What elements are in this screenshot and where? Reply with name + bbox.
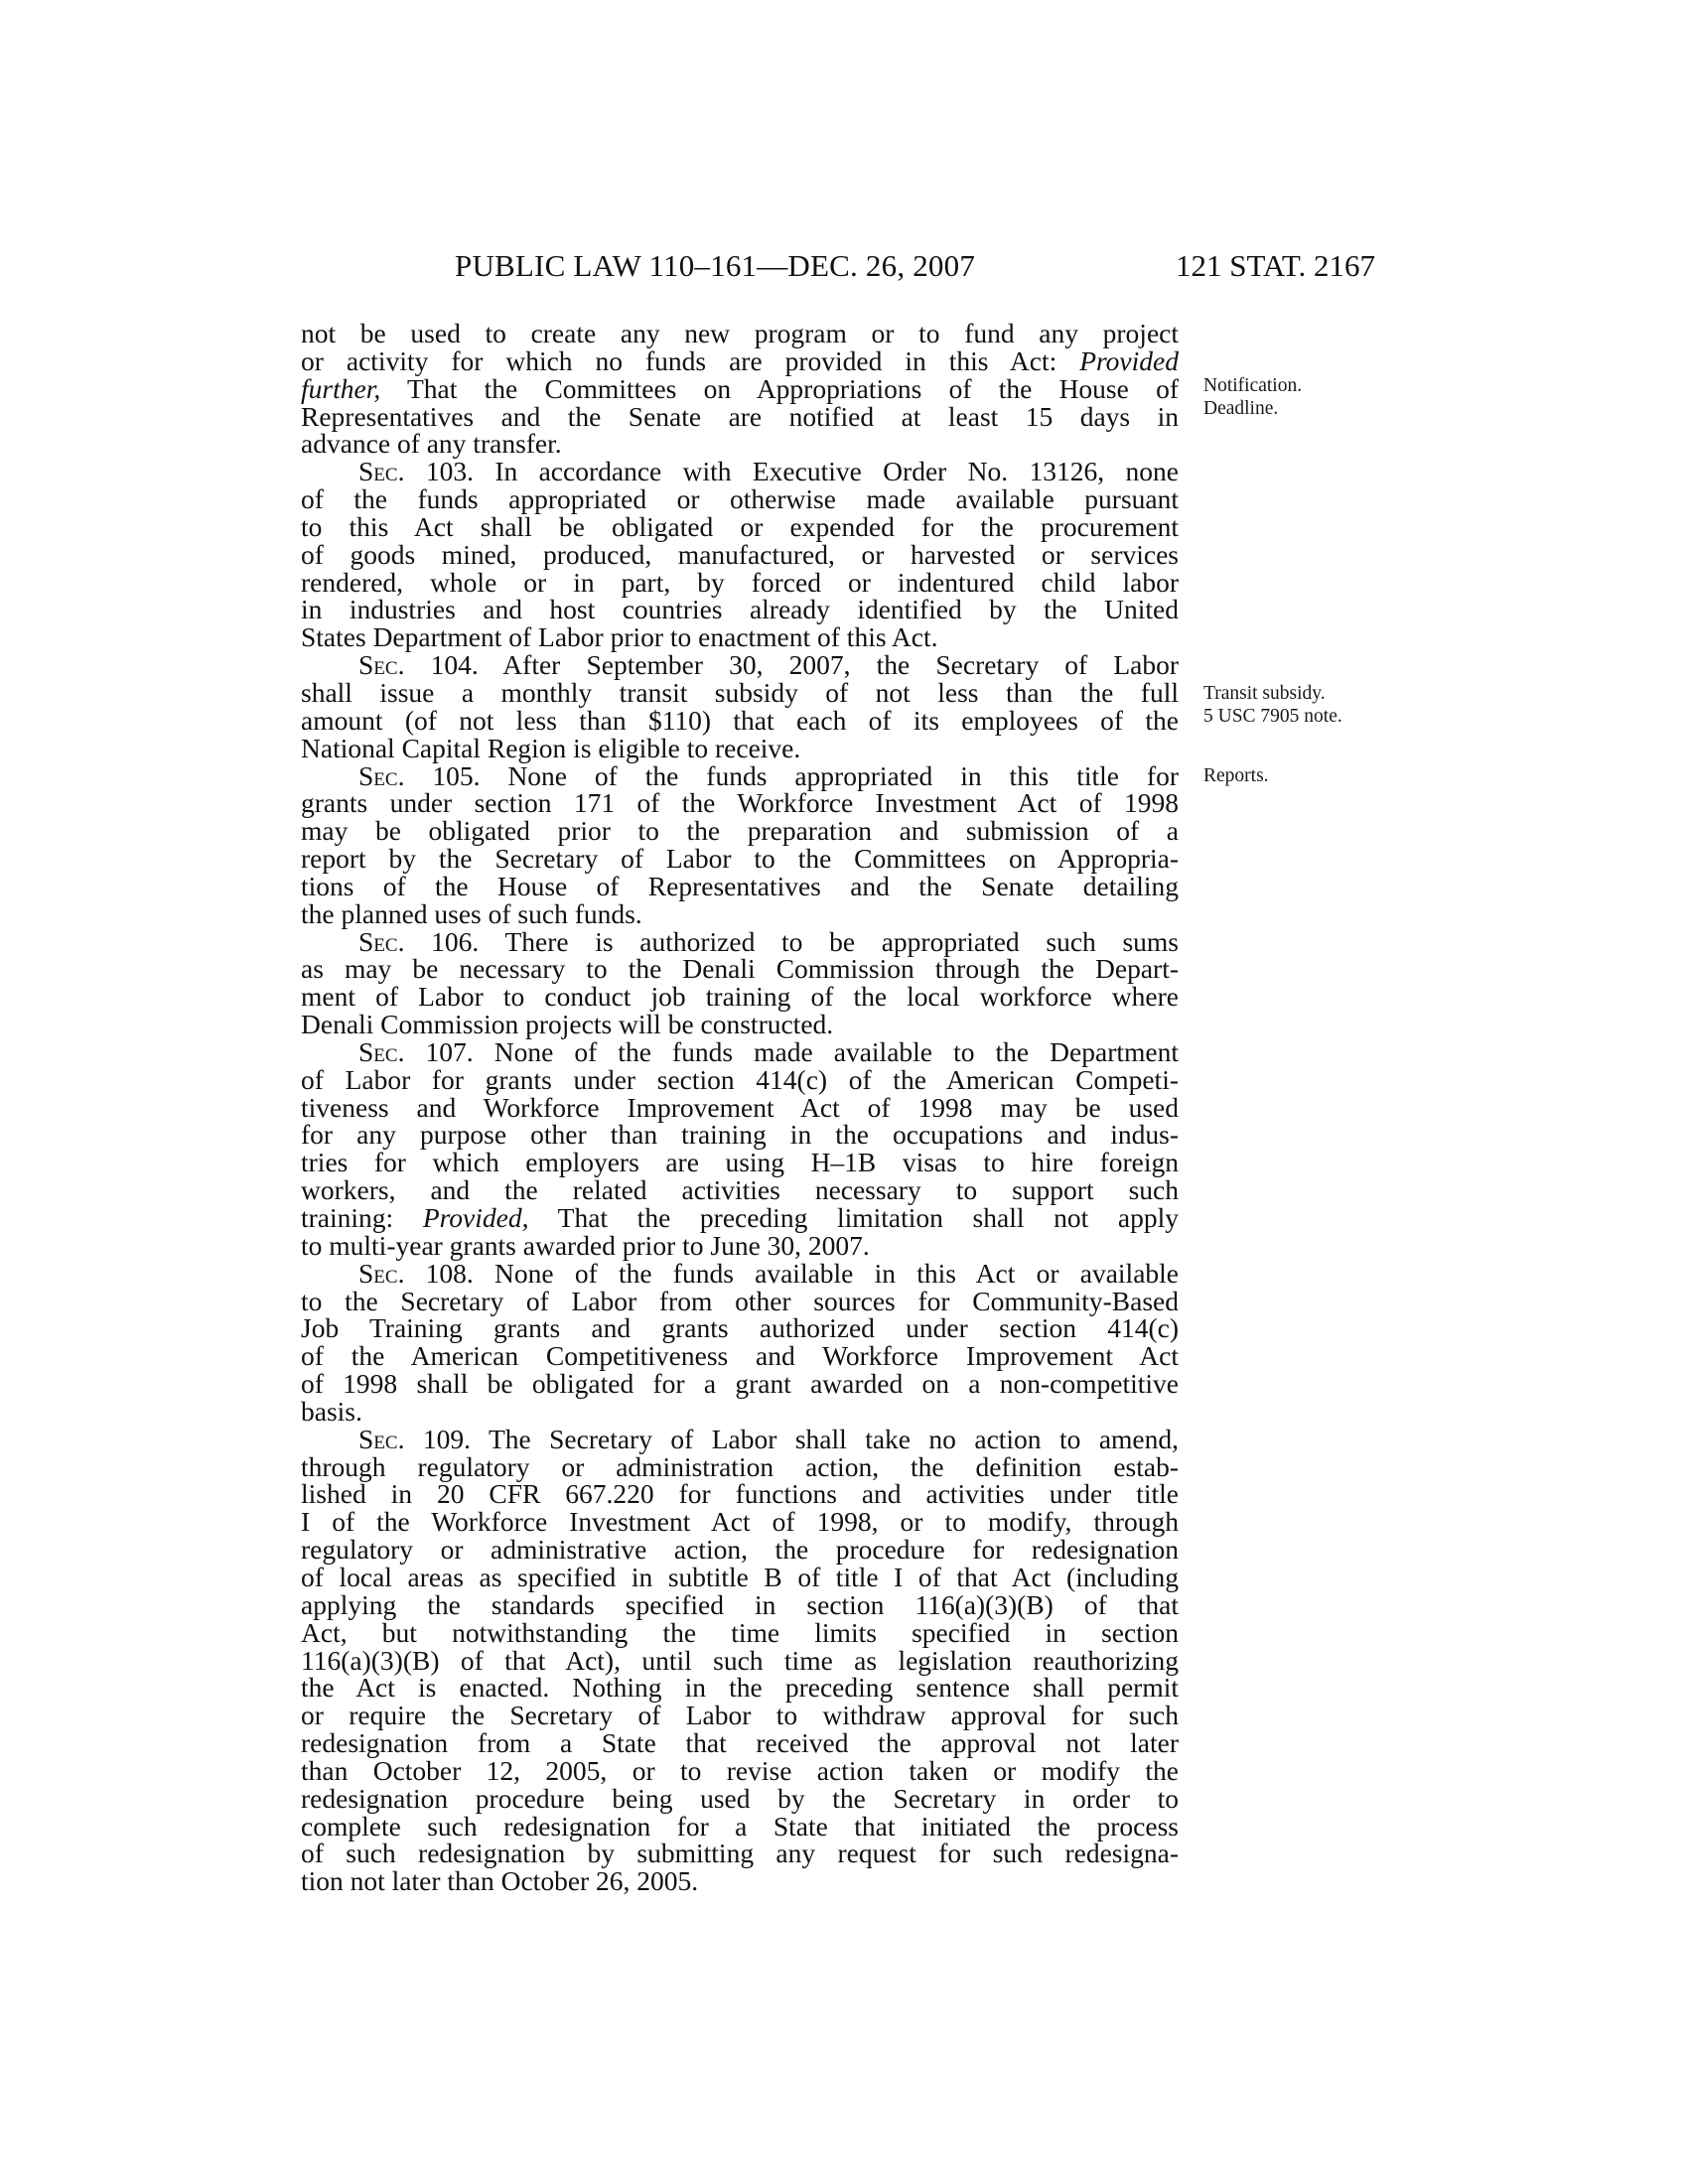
text-line: of local areas as specified in subtitle B of title I of that Act (including — [301, 1561, 1179, 1592]
text-line: advance of any transfer. — [301, 428, 562, 460]
text-line: I of the Workforce Investment Act of 1998, or to modify, through — [301, 1506, 1179, 1538]
text-line — [301, 925, 1179, 957]
text-run: 109. The Secretary of Labor shall take no action to amend, — [404, 1423, 1179, 1454]
text-run: 107. None of the funds made available to the Department — [404, 1035, 1179, 1067]
italic-text: Provided, — [422, 1202, 529, 1233]
text-line: grants under section 171 of the Workforce Investment Act of 1998 — [301, 787, 1179, 819]
text-line: tions of the House of Representatives and the Senate detailing — [301, 870, 1179, 901]
text-line — [301, 1204, 1179, 1232]
text-run: 106. There is authorized to be appropriated such sums — [404, 925, 1179, 957]
text-line: tries for which employers are using H–1B visas to hire foreign — [301, 1147, 1179, 1178]
text-line: basis. — [301, 1395, 362, 1427]
section-105 — [301, 759, 1179, 929]
text-line: of Labor for grants under section 414(c) of the American Competi- — [301, 1063, 1179, 1095]
margin-note-line: Reports. — [1203, 765, 1269, 786]
text-line: tion not later than October 26, 2005. — [301, 1865, 699, 1897]
text-line: Representatives and the Senate are notified at least 15 days in — [301, 400, 1179, 432]
text-run: That the preceding limitation shall not apply — [528, 1202, 1179, 1233]
text-line: redesignation procedure being used by the Secretary in order to — [301, 1782, 1179, 1814]
text-run: That the Committees on Appropriations of the House of — [380, 372, 1179, 404]
italic-text: further, — [301, 372, 381, 404]
statute-page-number: 121 STAT. 2167 — [1175, 248, 1375, 283]
section-label: Sec. — [358, 649, 405, 681]
text-line: of such redesignation by submitting any request for such redesigna- — [301, 1838, 1179, 1869]
text-run: 108. None of the funds available in this Act or available — [404, 1257, 1179, 1289]
text-line: to the Secretary of Labor from other sources for Community-Based — [301, 1285, 1179, 1316]
text-line: States Department of Labor prior to enactment of this Act. — [301, 621, 938, 653]
margin-note-line: Transit subsidy. — [1203, 683, 1326, 704]
text-line: complete such redesignation for a State that initiated the process — [301, 1810, 1179, 1842]
text-line: for any purpose other than training in the occupations and indus- — [301, 1119, 1179, 1151]
text-line: of goods mined, produced, manufactured, or harvested or services — [301, 538, 1179, 570]
running-header — [298, 246, 1375, 286]
text-line: Act, but notwithstanding the time limits specified in section — [301, 1616, 1179, 1648]
section-109 — [301, 1423, 1179, 1897]
section-label: Sec. — [358, 1035, 405, 1067]
text-line: of 1998 shall be obligated for a grant awarded on a non-competitive — [301, 1368, 1179, 1400]
text-line: amount (of not less than $110) that each of its employees of the — [301, 704, 1179, 736]
margin-note-line: 5 USC 7905 note. — [1203, 706, 1342, 727]
text-run: 105. None of the funds appropriated in this title for — [404, 759, 1179, 791]
text-line: tiveness and Workforce Improvement Act of 1998 may be used — [301, 1091, 1179, 1123]
text-line — [301, 1423, 1179, 1454]
text-line: applying the standards specified in section 116(a)(3)(B) of that — [301, 1588, 1179, 1620]
text-line: of the American Competitiveness and Workforce Improvement Act — [301, 1340, 1179, 1372]
text-line — [301, 458, 1179, 485]
text-line: as may be necessary to the Denali Commission through the Depart- — [301, 953, 1179, 985]
text-line: of the funds appropriated or otherwise made available pursuant — [301, 483, 1179, 515]
section-label: Sec. — [358, 759, 405, 791]
text-line — [301, 651, 1179, 679]
text-line — [301, 759, 1179, 791]
text-line: to multi-year grants awarded prior to June 30, 2007. — [301, 1229, 870, 1261]
text-line: regulatory or administrative action, the procedure for redesignation — [301, 1534, 1179, 1566]
section-label: Sec. — [358, 925, 405, 957]
text-line: National Capital Region is eligible to receive. — [301, 732, 801, 763]
text-line: Job Training grants and grants authorized under section 414(c) — [301, 1312, 1179, 1344]
section-106 — [301, 925, 1179, 1040]
text-line: may be obligated prior to the preparation and submission of a — [301, 815, 1179, 847]
margin-note-transit-subsidy — [1203, 682, 1342, 728]
text-run: or activity for which no funds are provided in this Act: — [301, 344, 1080, 376]
section-label: Sec. — [358, 456, 405, 487]
text-line: workers, and the related activities necessary to support such — [301, 1174, 1179, 1206]
section-107 — [301, 1035, 1179, 1261]
body-text — [301, 320, 1179, 1895]
text-line — [301, 372, 1179, 404]
text-line: in industries and host countries already identified by the United — [301, 594, 1179, 625]
section-108 — [301, 1257, 1179, 1427]
text-line: shall issue a monthly transit subsidy of not less than the full — [301, 676, 1179, 708]
text-line: or require the Secretary of Labor to withdraw approval for such — [301, 1700, 1179, 1731]
margin-note-notification-deadline — [1203, 374, 1302, 420]
text-line — [301, 1035, 1179, 1067]
text-line: redesignation from a State that received the approval not later — [301, 1727, 1179, 1759]
margin-note-reports — [1203, 764, 1269, 787]
text-line: report by the Secretary of Labor to the Committees on Appropria- — [301, 843, 1179, 875]
text-run: 103. In accordance with Executive Order No. 13126, none — [404, 456, 1179, 487]
text-line — [301, 344, 1179, 376]
margin-note-line: Notification. — [1203, 375, 1303, 396]
page-title: PUBLIC LAW 110–161—DEC. 26, 2007 — [455, 248, 976, 283]
paragraph-continuation — [301, 320, 1179, 458]
section-label: Sec. — [358, 1257, 405, 1289]
text-line: Denali Commission projects will be constructed. — [301, 1009, 834, 1040]
italic-text: Provided — [1079, 344, 1179, 376]
text-line: not be used to create any new program or to fund any project — [301, 318, 1179, 348]
text-line: lished in 20 CFR 667.220 for functions and activities under title — [301, 1478, 1179, 1510]
section-103 — [301, 458, 1179, 651]
text-line: rendered, whole or in part, by forced or indentured child labor — [301, 566, 1179, 598]
text-run: 104. After September 30, 2007, the Secretary of Labor — [404, 649, 1179, 681]
text-line: than October 12, 2005, or to revise action taken or modify the — [301, 1754, 1179, 1786]
text-line: 116(a)(3)(B) of that Act), until such time as legislation reauthorizing — [301, 1644, 1179, 1676]
section-label: Sec. — [358, 1423, 405, 1454]
margin-note-line: Deadline. — [1203, 398, 1279, 419]
text-line: through regulatory or administration action, the definition estab- — [301, 1450, 1179, 1482]
text-line — [301, 1257, 1179, 1289]
text-line: the planned uses of such funds. — [301, 897, 642, 929]
section-104 — [301, 651, 1179, 761]
text-run: training: — [301, 1202, 423, 1233]
text-line: to this Act shall be obligated or expended for the procurement — [301, 510, 1179, 542]
text-line: ment of Labor to conduct job training of the local workforce where — [301, 981, 1179, 1013]
text-line: the Act is enacted. Nothing in the preceding sentence shall permit — [301, 1672, 1179, 1704]
